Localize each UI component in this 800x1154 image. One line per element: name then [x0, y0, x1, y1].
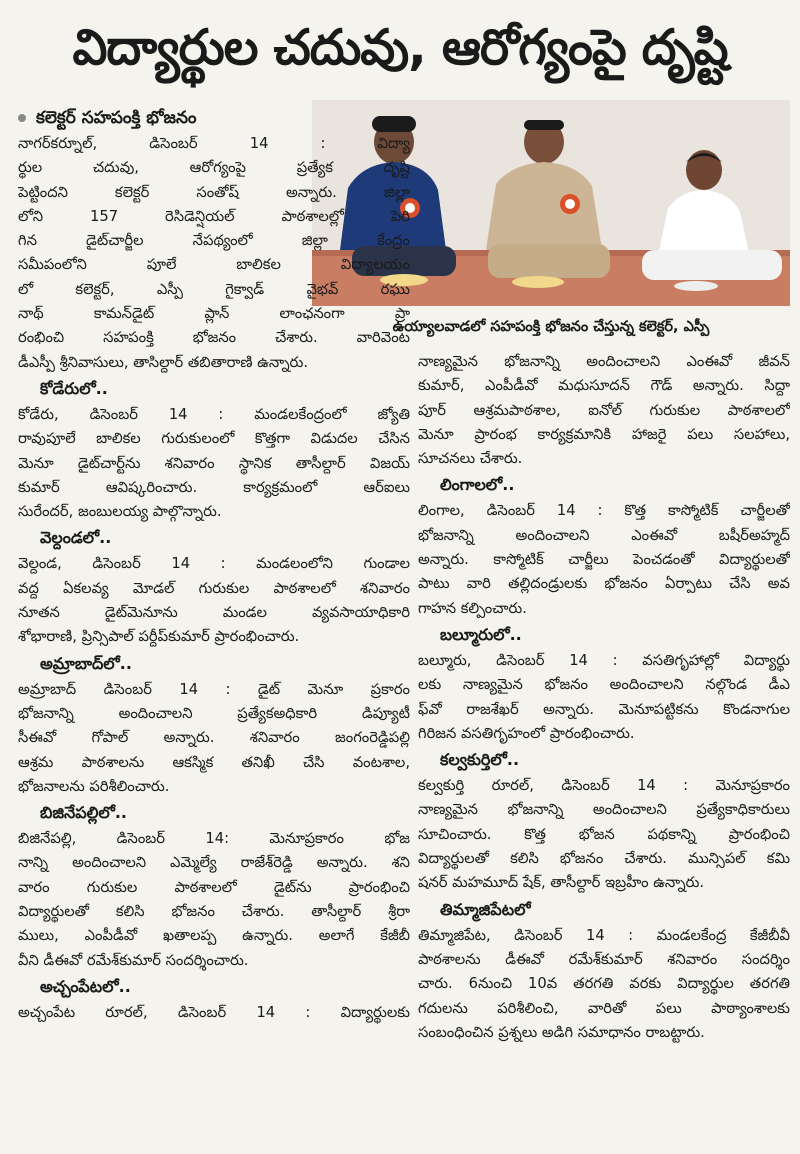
photo-caption: ఉయ్యాలవాడలో సహపంక్తి భోజనం చేస్తున్న కలెక్టర్, ఎస్పీ — [392, 319, 710, 335]
article-text-line: నాగర్‌కర్నూల్, డిసెంబర్ 14 : విద్యా — [18, 135, 410, 152]
article-text-line: మెనూ ప్రారంభ కార్యక్రమానికి హాజరై పలు సలహాలు, — [418, 425, 790, 443]
article-text-line: ఆశ్రమ పాఠశాలను ఆకస్మిక తనిఖీ చేసి వంటశాల, — [18, 753, 410, 771]
article-text-line: బిజినేపల్లి, డిసెంబర్ 14: మెనూప్రకారం భోజ — [18, 830, 410, 848]
article-text-line: పూర్ ఆశ్రమపాఠశాల, ఐనోల్ గురుకుల పాఠశాలలో — [418, 401, 790, 419]
article-column-right — [418, 350, 790, 1150]
article-text-line: బల్మూరు, డిసెంబర్ 14 : వసతిగృహాల్లో విద్యార్థు — [418, 651, 790, 669]
section-heading: కల్వకుర్తిలో.. — [440, 750, 520, 770]
article-text-line: భోజనాన్ని అందించాలని ఎంఈవో బషీర్‌అహ్మద్ — [418, 526, 790, 544]
article-text-line: సూచనలు చేశారు. — [418, 450, 523, 468]
article-text-line: విద్యార్థులతో కలిసి భోజనం చేశారు. తాసీల్దార్ శ్రీరా — [18, 903, 410, 921]
section-heading: వెల్దండలో.. — [40, 528, 112, 548]
article-text-line: కల్వకుర్తి రూరల్, డిసెంబర్ 14 : మెనూప్రకారం — [418, 777, 790, 795]
article-text-line: కుమార్ ఆవిష్కరించారు. కార్యక్రమంలో ఆర్‌ఐలు — [18, 478, 410, 496]
article-text-line: ర్థుల చదువు, ఆరోగ్యంపై ప్రత్యేక దృష్టి — [18, 159, 410, 177]
article-text-line: సంబంధించిన ప్రశ్నలు అడిగి సమాధానం రాబట్టారు. — [418, 1023, 705, 1041]
article-text-line: తిమ్మాజిపేట, డిసెంబర్ 14 : మండలకేంద్ర కేజీబీవీ — [418, 926, 790, 944]
article-text-line: అమ్రాబాద్ డిసెంబర్ 14 : డైట్ మెనూ ప్రకారం — [18, 680, 410, 698]
section-heading: తిమ్మాజిపేటలో — [440, 899, 531, 919]
bullet-icon — [18, 114, 26, 122]
article-text-line: సీఈవో గోపాల్ అన్నారు. శనివారం జంగంరెడ్డిపల్లి — [18, 729, 410, 747]
article-text-line: లోని 157 రెసిడెన్షియల్ పాఠశాలల్లో పెరి — [18, 207, 410, 225]
article-text-line: నాణ్యమైన భోజనాన్ని అందించాలని ప్రత్యేకాధికారులు — [418, 801, 790, 819]
sub-headline — [18, 104, 197, 132]
article-text-line: రావుపూలే బాలికల గురుకులంలో కొత్తగా విడుదల చేసిన — [18, 430, 410, 448]
article-text-line: నూతన డైట్‌మెనూను మండల వ్యవసాయాధికారి — [18, 604, 410, 622]
article-text-line: గదులను పరిశీలించి, వారితో పలు పాఠ్యాంశాలకు — [418, 999, 790, 1017]
sub-headline-text: కలెక్టర్ సహపంక్తి భోజనం — [36, 108, 197, 128]
article-text-line: విద్యార్థులతో కలిసి భోజనం చేశారు. మున్సిపల్ కమి — [418, 850, 790, 868]
article-text-line: అన్నారు. కాస్మోటిక్ చార్జీలు పెంచడంతో విద్యార్థులతో — [418, 551, 790, 569]
article-text-line: అచ్చంపేట రూరల్, డిసెంబర్ 14 : విద్యార్థులకు — [18, 1003, 410, 1021]
section-heading: అమ్రాబాద్‌లో.. — [40, 653, 132, 673]
article-text-line: పెట్టిందని కలెక్టర్ సంతోష్ అన్నారు. జిల్లా — [18, 183, 410, 201]
article-text-line: నాణ్యమైన భోజనాన్ని అందించాలని ఎంఈవో జీవన్ — [418, 353, 790, 370]
article-text-line: గిరిజన వసతిగృహంలో ప్రారంభించారు. — [418, 724, 635, 742]
article-text-line: రంభించి సహపంక్తి భోజనం చేశారు. వారివెంట — [18, 329, 410, 347]
article-text-line: గాహన కల్పించారు. — [418, 599, 527, 617]
article-text-line: షనర్ మహమూద్ షేక్, తాసీల్దార్ ఇబ్రహీం ఉన్నారు. — [418, 874, 705, 892]
article-text-line: సూచించారు. కొత్త భోజన పథకాన్ని ప్రారంభించి — [418, 825, 790, 843]
headline: విద్యార్థుల చదువు, ఆరోగ్యంపై దృష్టి — [72, 19, 728, 76]
section-heading: అచ్చంపేటలో.. — [40, 976, 131, 996]
article-text-line: చారు. 6నుంచి 10వ తరగతి వరకు విద్యార్థుల తరగతి — [418, 975, 790, 993]
article-text-line: లింగాల, డిసెంబర్ 14 : కొత్త కాస్మోటిక్ చార్జీలతో — [418, 502, 790, 520]
article-column-left — [18, 132, 410, 1154]
article-text-line: మెనూ డైట్‌చార్ట్‌ను శనివారం స్థానిక తాసీల్దార్ విజయ్ — [18, 454, 410, 472]
article-text-line: వద్ద ఏకలవ్య మోడల్ గురుకుల పాఠశాలలో శనివారం — [18, 579, 410, 597]
article-text-line: భోజనాన్ని అందించాలని ప్రత్యేకఅధికారి డిప్యూటీ — [18, 704, 410, 722]
article-text-line: కోడేరు, డిసెంబర్ 14 : మండలకేంద్రంలో జ్యోతి — [18, 405, 410, 423]
article-text-line: నాథ్ కామన్‌డైట్ ప్లాన్ లాంఛనంగా ప్రా — [18, 305, 410, 323]
article-text-line: వారం గురుకుల పాఠశాలలో డైట్‌ను ప్రారంభించి — [18, 878, 410, 896]
article-text-line: లకు నాణ్యమైన భోజనం అందించాలని నల్గొండ డీఎ — [418, 676, 790, 694]
article-text-line: లో కలెక్టర్, ఎస్పీ గైక్వాడ్ వైభవ్ రఘు — [18, 280, 410, 298]
article-text-line: ములు, ఎంపీడీవో ఖతాలప్ప ఉన్నారు. అలాగే కేజీబీ — [18, 927, 410, 945]
section-heading: లింగాలలో.. — [440, 475, 515, 495]
article-text-line: సురేందర్, జంబులయ్య పాల్గొన్నారు. — [18, 503, 222, 521]
article-text-line: భోజనాలను పరిశీలించారు. — [18, 777, 170, 795]
section-heading: బిజినేపల్లిలో.. — [40, 803, 127, 823]
article-text-line: నాన్ని అందించాలని ఎమ్మెల్యే రాజేశ్‌రెడ్డి అన్నారు. శని — [18, 854, 410, 872]
article-text-line: డీఎస్పీ శ్రీనివాసులు, తాసిల్దార్ తబితారాణి ఉన్నారు. — [18, 353, 309, 371]
section-heading: కోడేరులో.. — [40, 378, 108, 398]
article-text-line: కుమార్, ఎంపీడీవో మధుసూదన్ గౌడ్ అన్నారు. సిద్దా — [418, 377, 790, 395]
article-text-line: శోభారాణి, ప్రిన్సిపాల్ పర్దీప్‌కుమార్ ప్రారంభించారు. — [18, 628, 300, 646]
article-text-line: వెల్దండ, డిసెంబర్ 14 : మండలంలోని గుండాల — [18, 555, 410, 573]
article-text-line: సమీపంలోని పూలే బాలికల విద్యాలయం — [18, 256, 410, 274]
section-heading: బల్మూరులో.. — [440, 624, 522, 644]
article-text-line: పాటు వారి తల్లిదండ్రులకు భోజనం ఏర్పాటు చేసి అవ — [418, 575, 790, 593]
article-text-line: పాఠశాలను డీఈవో రమేశ్‌కుమార్ శనివారం సందర్శిం — [418, 950, 790, 968]
article-text-line: వీని డీఈవో రమేశ్‌కుమార్ సందర్శించారు. — [18, 951, 249, 969]
article-text-line: గిన డైట్‌చార్జీల నేపథ్యంలో జిల్లా కేంద్రం — [18, 232, 410, 250]
article-text-line: ఫ్‌వో రాజశేఖర్ అన్నారు. మెనూపట్టికను కొండనాగుల — [418, 700, 790, 718]
